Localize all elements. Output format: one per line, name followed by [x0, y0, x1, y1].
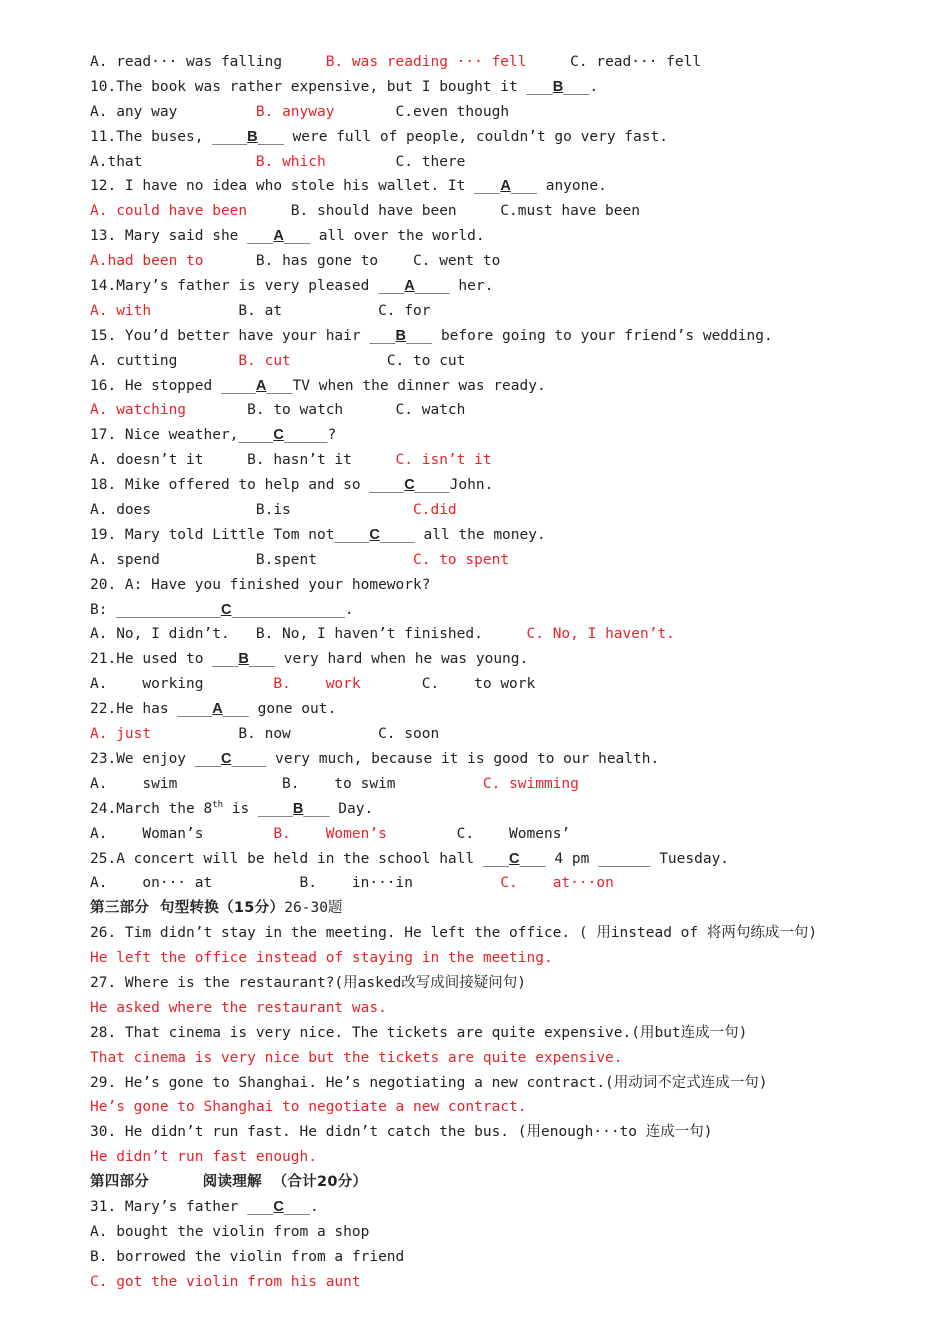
q16-text-end: ___TV when the dinner was ready.	[266, 377, 546, 394]
q14-stem	[90, 274, 910, 299]
answer-sheet-page	[90, 50, 910, 1295]
q21-text: 21.He used to ___	[90, 651, 239, 668]
q24-options	[90, 822, 910, 847]
q20-blank-start: B: ____________	[90, 601, 221, 618]
q22-option-bc: B. now C. soon	[151, 726, 440, 743]
q31-option-a: A. bought the violin from a shop	[90, 1223, 370, 1240]
q11-stem	[90, 125, 910, 150]
q15-answer: B	[395, 327, 407, 344]
q20-stem	[90, 573, 910, 598]
q15-correct-option: B. cut	[238, 352, 291, 369]
q11-option-a: A.that	[90, 153, 256, 170]
q11-text: 11.The buses, ____	[90, 128, 248, 145]
q13-options	[90, 249, 910, 274]
q16-correct-option: A. watching	[90, 402, 187, 419]
q14-text-end: ____ her.	[414, 278, 494, 295]
q22-text-end: ___ gone out.	[222, 701, 337, 718]
q30-answer: He didn’t run fast enough.	[90, 1149, 317, 1166]
q19-correct-option: C. to spent	[413, 551, 510, 568]
q25-stem	[90, 847, 910, 872]
q19-stem	[90, 523, 910, 548]
section-3-range: 26-30题	[284, 900, 343, 917]
q12-text: 12. I have no idea who stole his wallet. It ___	[90, 178, 501, 195]
q19-answer: C	[369, 526, 380, 543]
q26-answer: He left the office instead of staying in the meeting.	[90, 950, 553, 967]
q10-answer: B	[552, 78, 564, 95]
q18-answer: C	[404, 477, 415, 494]
q27-text: 27. Where is the restaurant?(用asked改写成间接疑问句)	[90, 974, 527, 991]
q10-text: 10.The book was rather expensive, but I bought it ___	[90, 78, 553, 95]
q31-answer: C	[273, 1198, 284, 1215]
section-4-title: 第四部分 阅读理解 （合计20分）	[90, 1174, 368, 1191]
q23-correct-option: C. swimming	[482, 775, 579, 792]
q23-text-end: ____ very much, because it is good to our health.	[231, 750, 660, 767]
q28-prompt	[90, 1021, 910, 1046]
q24-option-c: C. Womens’	[386, 825, 571, 842]
q20-answer: C	[220, 601, 232, 618]
q17-stem	[90, 423, 910, 448]
q17-text-end: _____?	[283, 427, 337, 444]
q10-option-a: A. any way	[90, 103, 256, 120]
q10-text-end: ___.	[563, 78, 599, 95]
q30-prompt	[90, 1120, 910, 1145]
q16-answer: A	[255, 377, 267, 394]
q14-correct-option: A. with	[90, 302, 152, 319]
q25-text-end: ___ 4 pm ______ Tuesday.	[519, 850, 730, 867]
q18-stem	[90, 473, 910, 498]
q20-blank	[90, 598, 910, 623]
q9-option-ab: A. read··· was falling	[90, 54, 326, 70]
q23-text: 23.We enjoy ___	[90, 750, 221, 767]
q15-text: 15. You’d better have your hair ___	[90, 327, 396, 344]
q21-option-a: A. working	[90, 676, 274, 693]
q25-option-ab: A. on··· at B. in···in	[90, 875, 501, 892]
q25-options	[90, 871, 910, 896]
q26-prompt	[90, 921, 910, 946]
q15-option-c: C. to cut	[290, 352, 466, 369]
q28-answer: That cinema is very nice but the tickets are quite expensive.	[90, 1049, 623, 1066]
q24-superscript: th	[212, 799, 224, 810]
q18-correct-option: C.did	[413, 502, 457, 519]
q13-text-end: ___ all over the world.	[283, 228, 485, 245]
q29-prompt	[90, 1071, 910, 1096]
q22-answer: A	[212, 701, 223, 718]
q16-stem	[90, 374, 910, 399]
q24-answer: B	[292, 800, 304, 817]
q19-text-end: ____ all the money.	[379, 526, 546, 543]
q30-text: 30. He didn’t run fast. He didn’t catch the bus. (用enough···to 连成一句)	[90, 1124, 713, 1141]
q10-option-c: C.even though	[334, 103, 510, 120]
q14-options	[90, 299, 910, 324]
section-3-title: 第三部分 句型转换（15分）	[90, 900, 285, 917]
q26-text: 26. Tim didn’t stay in the meeting. He left the office. ( 用instead of 将两句练成一句)	[90, 925, 818, 942]
q25-answer: C	[509, 850, 520, 867]
q13-answer: A	[273, 228, 284, 245]
q22-text: 22.He has ____	[90, 701, 213, 718]
q24-correct-option: B. Women’s	[273, 825, 387, 842]
q9-option-c: C. read··· fell	[526, 54, 702, 70]
q21-options	[90, 672, 910, 697]
q17-options	[90, 448, 910, 473]
q9-correct-option: B. was reading ··· fell	[325, 54, 527, 70]
q24-stem	[90, 797, 910, 822]
q13-stem	[90, 224, 910, 249]
q16-option-bc: B. to watch C. watch	[186, 402, 466, 419]
q14-answer: A	[404, 278, 415, 295]
q22-stem	[90, 697, 910, 722]
q10-correct-option: B. anyway	[255, 103, 335, 120]
section-3-heading	[90, 896, 910, 921]
q18-option-ab: A. does B.is	[90, 502, 414, 519]
q18-options	[90, 498, 910, 523]
q21-option-c: C. to work	[360, 676, 536, 693]
section-4-heading	[90, 1170, 910, 1195]
q20-blank-end: _____________.	[231, 601, 354, 618]
q15-option-a: A. cutting	[90, 352, 239, 369]
q31-text-end: ___.	[283, 1198, 319, 1215]
q29-answer: He’s gone to Shanghai to negotiate a new contract.	[90, 1099, 527, 1116]
q19-options	[90, 548, 910, 573]
q11-correct-option: B. which	[255, 153, 326, 170]
q24-text-end: ___ Day.	[303, 800, 374, 817]
q16-text: 16. He stopped ____	[90, 377, 256, 394]
q27-answer: He asked where the restaurant was.	[90, 999, 387, 1016]
q24-text: 24.March the 8	[90, 800, 213, 817]
q23-options	[90, 772, 910, 797]
q15-text-end: ___ before going to your friend’s wedding.	[406, 327, 773, 344]
q20-options	[90, 622, 910, 647]
q10-stem	[90, 75, 910, 100]
q12-options	[90, 199, 910, 224]
q17-option-ab: A. doesn’t it B. hasn’t it	[90, 452, 396, 469]
q19-option-ab: A. spend B.spent	[90, 551, 414, 568]
q20-correct-option: C. No, I haven’t.	[526, 626, 675, 643]
q11-answer: B	[247, 128, 258, 145]
q14-text: 14.Mary’s father is very pleased ___	[90, 278, 405, 295]
q13-text: 13. Mary said she ___	[90, 228, 274, 245]
q31-text: 31. Mary’s father ___	[90, 1198, 274, 1215]
q11-options	[90, 150, 910, 175]
q12-option-bc: B. should have been C.must have been	[247, 203, 640, 220]
q12-correct-option: A. could have been	[90, 203, 248, 220]
q20-option-ab: A. No, I didn’t. B. No, I haven’t finished.	[90, 626, 527, 643]
q31-stem	[90, 1195, 910, 1220]
q17-text: 17. Nice weather,____	[90, 427, 274, 444]
q11-text-end: ___ were full of people, couldn’t go very fast.	[257, 128, 668, 145]
q24-text-mid: is ____	[223, 800, 293, 817]
q16-options	[90, 398, 910, 423]
q31-option-b: B. borrowed the violin from a friend	[90, 1248, 405, 1265]
q9-options	[90, 50, 910, 75]
q20-text: 20. A: Have you finished your homework?	[90, 576, 431, 593]
q22-options	[90, 722, 910, 747]
q17-answer: C	[273, 427, 284, 444]
q15-options	[90, 349, 910, 374]
q23-answer: C	[220, 750, 232, 767]
q10-options	[90, 100, 910, 125]
q22-correct-option: A. just	[90, 726, 152, 743]
q31-correct-option: C. got the violin from his aunt	[90, 1273, 361, 1290]
q19-text: 19. Mary told Little Tom not____	[90, 526, 370, 543]
q12-stem	[90, 174, 910, 199]
q21-text-end: ___ very hard when he was young.	[248, 651, 529, 668]
q14-option-bc: B. at C. for	[151, 302, 431, 319]
q18-text-end: ____John.	[414, 477, 494, 494]
q21-correct-option: B. work	[273, 676, 361, 693]
q24-option-a: A. Woman’s	[90, 825, 274, 842]
q27-prompt	[90, 971, 910, 996]
q21-answer: B	[238, 651, 249, 668]
q11-option-c: C. there	[325, 153, 466, 170]
q25-text: 25.A concert will be held in the school hall ___	[90, 850, 510, 867]
q12-text-end: ___ anyone.	[510, 178, 607, 195]
q23-option-ab: A. swim B. to swim	[90, 775, 483, 792]
q25-correct-option: C. at···on	[500, 875, 614, 892]
q18-text: 18. Mike offered to help and so ____	[90, 477, 405, 494]
q29-text: 29. He’s gone to Shanghai. He’s negotiating a new contract.(用动词不定式连成一句)	[90, 1074, 768, 1091]
q21-stem	[90, 647, 910, 672]
q13-option-bc: B. has gone to C. went to	[203, 253, 501, 270]
q17-correct-option: C. isn’t it	[395, 452, 492, 469]
q12-answer: A	[500, 178, 511, 195]
q13-correct-option: A.had been to	[90, 253, 204, 270]
q28-text: 28. That cinema is very nice. The tickets are quite expensive.(用but连成一句)	[90, 1024, 748, 1041]
q23-stem	[90, 747, 910, 772]
q15-stem	[90, 324, 910, 349]
